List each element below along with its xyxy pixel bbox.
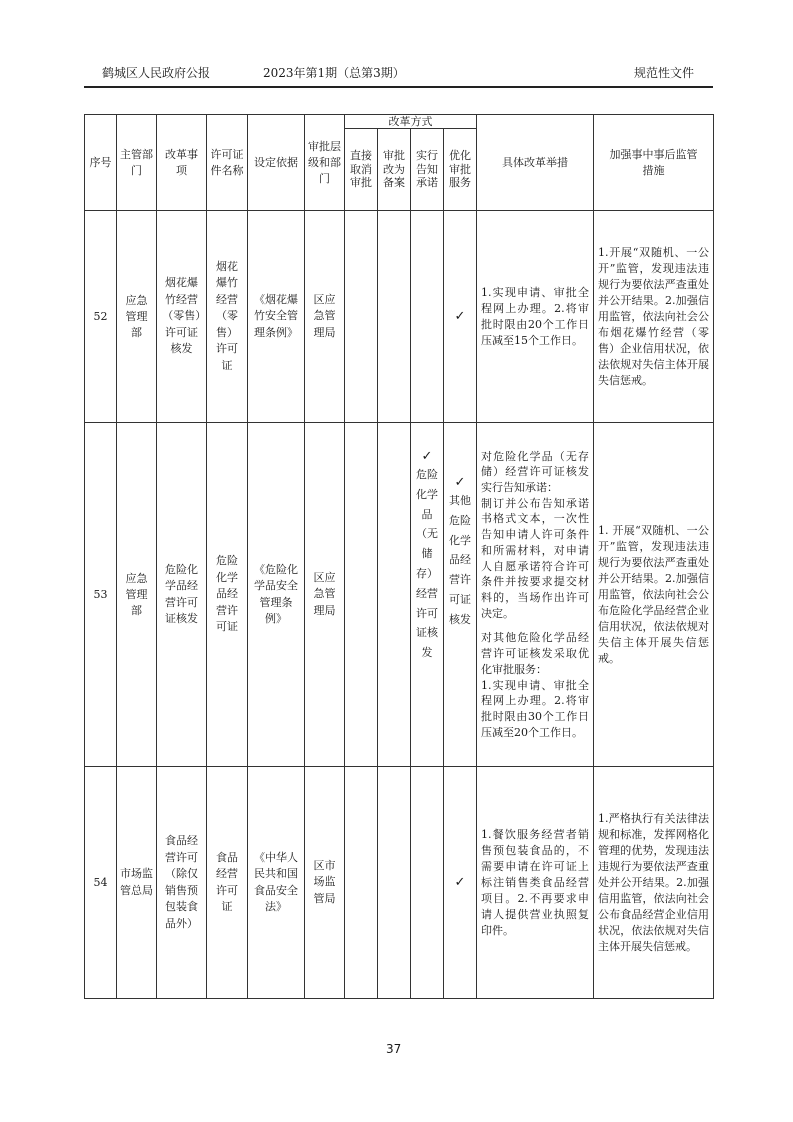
row-measures: 1.实现申请、审批全程网上办理。2.将审批时限由20个工作日压减至15个工作日。 <box>477 211 594 423</box>
row-supervision: 1.开展“双随机、一公开”监管，发现违法违规行为要依法严查重处并公开结果。2.加强信用监管，依法向社会公布烟花爆竹经营（零售）企业信用状况，依法依规对失信主体开展失信惩戒。 <box>594 211 714 423</box>
measures-notification-intro: 对危险化学品（无存储）经营许可证核发实行告知承诺： <box>481 449 589 495</box>
row-optimize-check: ✓ <box>444 767 477 999</box>
row-filing <box>378 423 411 767</box>
row-seq: 54 <box>85 767 117 999</box>
row-level: 区市场监管局 <box>305 767 345 999</box>
row-seq: 53 <box>85 423 117 767</box>
row-basis: 《危险化学品安全管理条例》 <box>248 423 305 767</box>
row-item: 危险化学品经营许可证核发 <box>157 423 207 767</box>
table-header-row <box>85 115 714 129</box>
table-row <box>85 767 714 999</box>
col-header-basis: 设定依据 <box>248 115 305 211</box>
col-header-dept: 主管部门 <box>117 115 157 211</box>
col-header-cancel: 直接取消审批 <box>345 129 378 211</box>
col-header-filing: 审批改为备案 <box>378 129 411 211</box>
row-optimize <box>444 423 477 767</box>
row-license: 食品经营许可证 <box>207 767 248 999</box>
row-license: 烟花爆竹经营（零售）许可证 <box>207 211 248 423</box>
row-level: 区应急管理局 <box>305 211 345 423</box>
header-publication-title: 鹤城区人民政府公报 <box>102 66 211 80</box>
row-measures: 1.餐饮服务经营者销售预包装食品的，不需要申请在许可证上标注销售类食品经营项目。2.不再要求申请人提供营业执照复印件。 <box>477 767 594 999</box>
row-seq: 52 <box>85 211 117 423</box>
measures-notification-detail: 制订并公布告知承诺书格式文本，一次性告知申请人许可条件和所需材料，对申请人自愿承诺符合许可条件并按要求提交材料的，当场作出许可决定。 <box>481 496 589 620</box>
col-header-seq: 序号 <box>85 115 117 211</box>
row-optimize-scope: 其他危险化学品经营许可证核发 <box>449 494 471 626</box>
col-header-item: 改革事项 <box>157 115 207 211</box>
measures-optimize-intro: 对其他危险化学品经营许可证核发采取优化审批服务： <box>481 631 589 676</box>
row-optimize-check: ✓ <box>444 211 477 423</box>
row-optimize-check: ✓ <box>454 475 466 490</box>
col-header-measures: 具体改革举措 <box>477 115 594 211</box>
row-filing <box>378 211 411 423</box>
row-basis: 《烟花爆竹安全管理条例》 <box>248 211 305 423</box>
row-license: 危险化学品经营许可证 <box>207 423 248 767</box>
table-row <box>85 211 714 423</box>
measures-optimize-detail: 1.实现申请、审批全程网上办理。2.将审批时限由30个工作日压减至20个工作日。 <box>481 678 589 739</box>
reform-table <box>84 114 714 999</box>
row-notification <box>411 423 444 767</box>
row-dept: 市场监管总局 <box>117 767 157 999</box>
header-section: 规范性文件 <box>634 66 695 80</box>
row-notification-scope: 危险化学品（无储存）经营许可证核发 <box>416 468 438 660</box>
row-cancel <box>345 211 378 423</box>
col-header-method-group: 改革方式 <box>345 115 477 129</box>
col-header-level: 审批层级和部门 <box>305 115 345 211</box>
col-header-notification: 实行告知承诺 <box>411 129 444 211</box>
row-dept: 应急管理部 <box>117 423 157 767</box>
row-basis: 《中华人民共和国食品安全法》 <box>248 767 305 999</box>
col-header-optimize: 优化审批服务 <box>444 129 477 211</box>
row-filing <box>378 767 411 999</box>
table-row <box>85 423 714 767</box>
col-header-supervision: 加强事中事后监管措施 <box>594 115 714 211</box>
row-notification-check: ✓ <box>421 449 433 464</box>
header-rule <box>84 86 713 88</box>
row-cancel <box>345 423 378 767</box>
row-supervision: 1. 开展“双随机、一公开”监管，发现违法违规行为要依法严查重处并公开结果。2.加强信用监管，依法向社会公布危险化学品经营企业信用状况，依法依规对失信主体开展失信惩戒。 <box>594 423 714 767</box>
row-cancel <box>345 767 378 999</box>
col-header-license: 许可证件名称 <box>207 115 248 211</box>
row-dept: 应急管理部 <box>117 211 157 423</box>
row-notification <box>411 767 444 999</box>
page-number: 37 <box>386 1042 402 1056</box>
row-item: 烟花爆竹经营（零售）许可证核发 <box>157 211 207 423</box>
row-measures <box>477 423 594 767</box>
row-item: 食品经营许可（除仅销售预包装食品外） <box>157 767 207 999</box>
row-level: 区应急管理局 <box>305 423 345 767</box>
header-issue: 2023年第1期（总第3期） <box>263 66 405 80</box>
row-supervision: 1.严格执行有关法律法规和标准，发挥网格化管理的优势，发现违法违规行为要依法严查重处并公开结果。2.加强信用监管，依法向社会公布食品经营企业信用状况，依法依规对失信主体开展失信惩戒。 <box>594 767 714 999</box>
row-notification <box>411 211 444 423</box>
